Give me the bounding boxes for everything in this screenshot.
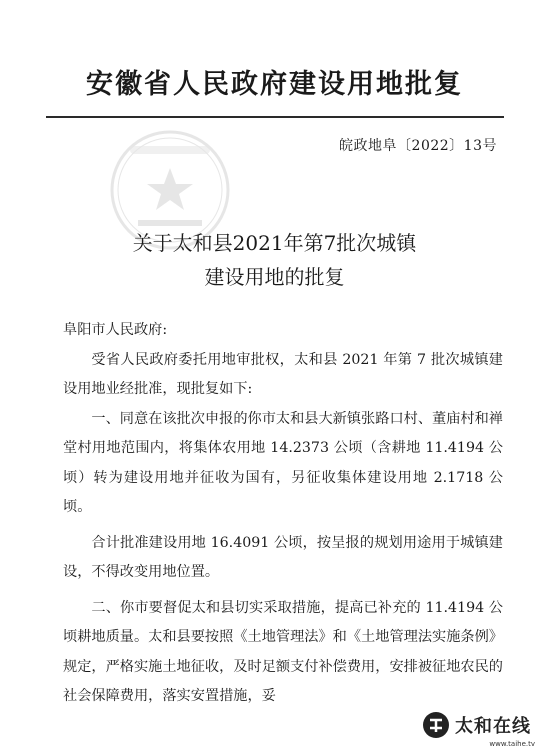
site-logo-icon xyxy=(421,710,451,740)
header-divider xyxy=(46,116,504,118)
document-number: 皖政地阜〔2022〕13号 xyxy=(339,138,497,154)
document-title-line-2: 建设用地的批复 xyxy=(204,265,345,289)
salutation: 阜阳市人民政府: xyxy=(63,322,168,338)
site-watermark xyxy=(421,704,541,746)
site-url: www.taihe.tv xyxy=(489,740,535,748)
site-logo-text: 太和在线 xyxy=(455,716,531,737)
paragraph: 一、同意在该批次申报的你市太和县大新镇张路口村、董庙村和禅堂村用地范围内，将集体农用地 14.2373 公顷（含耕地 11.4194 公顷）转为建设用地并征收为国有，另征收集体建设用地 2.1718 公顷。 xyxy=(63,410,503,515)
document-body xyxy=(63,316,503,712)
document-title xyxy=(0,226,549,294)
paragraph: 二、你市要督促太和县切实采取措施，提高已补充的 11.4194 公顷耕地质量。太和县要按照《土地管理法》和《土地管理法实施条例》规定，严格实施土地征收，及时足额支付补偿费用，安排被征地农民的社会保障费用，落实安置措施，妥 xyxy=(63,599,503,704)
document-header-title: 安徽省人民政府建设用地批复 xyxy=(86,69,463,100)
paragraph: 合计批准建设用地 16.4091 公顷，按呈报的规划用途用于城镇建设，不得改变用地位置。 xyxy=(63,534,503,580)
document-title-line-1: 关于太和县2021年第7批次城镇 xyxy=(132,231,417,255)
paragraph: 受省人民政府委托用地审批权，太和县 2021 年第 7 批次城镇建设用地业经批准，现批复如下: xyxy=(63,351,503,397)
